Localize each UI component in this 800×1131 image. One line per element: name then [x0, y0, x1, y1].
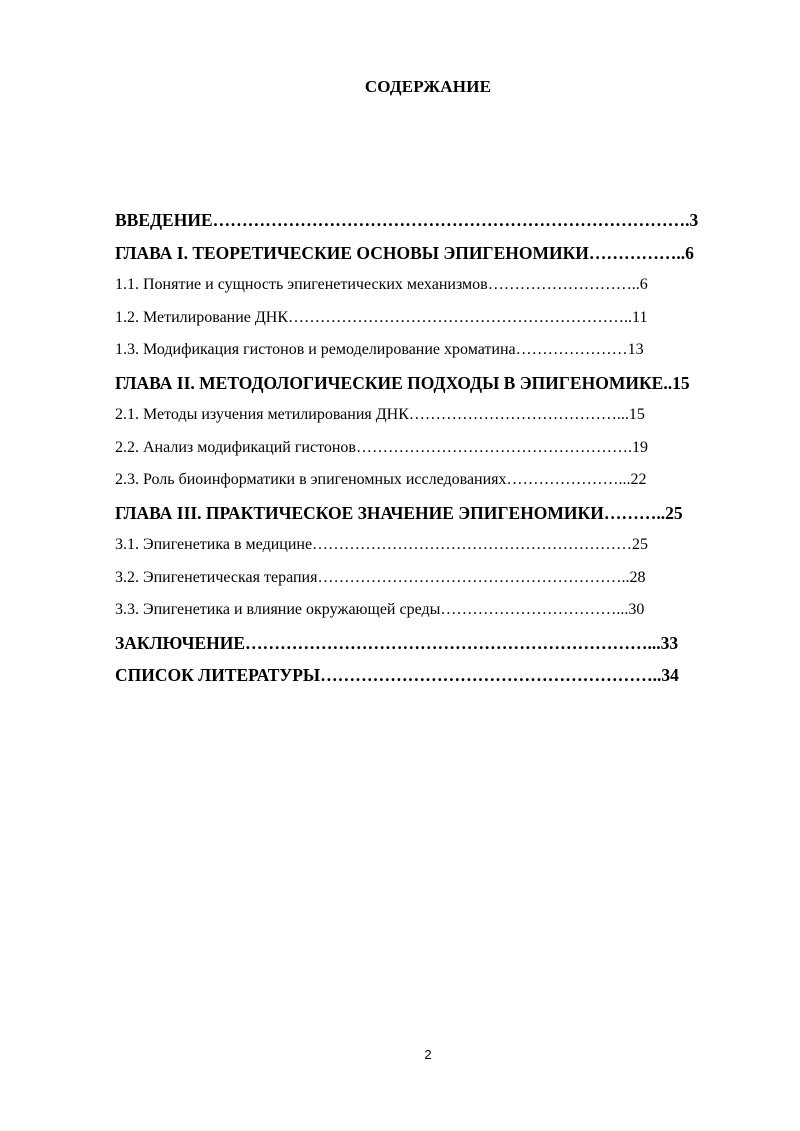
toc-entry-section-2-3: 2.3. Роль биоинформатики в эпигеномных исследованиях…………………...22	[115, 471, 647, 488]
toc-entry-section-3-2: 3.2. Эпигенетическая терапия…………………………………………………..28	[115, 568, 646, 586]
toc-entry-chapter-1: ГЛАВА I. ТЕОРЕТИЧЕСКИЕ ОСНОВЫ ЭПИГЕНОМИКИ……………..6	[115, 242, 694, 263]
toc-entry-introduction: ВВЕДЕНИЕ……………………………………………………………………….3	[115, 210, 699, 230]
page-number: 2	[424, 1047, 432, 1062]
toc-entry-section-2-1: 2.1. Методы изучения метилирования ДНК…………………………………...15	[115, 406, 645, 423]
toc-entry-references: СПИСОК ЛИТЕРАТУРЫ…………………………………………………..34	[115, 665, 679, 685]
toc-entry-section-2-2: 2.2. Анализ модификаций гистонов…………………………………………….19	[115, 438, 648, 456]
toc-entry-section-3-1: 3.1. Эпигенетика в медицине……………………………………………………25	[115, 536, 649, 553]
table-of-contents	[115, 204, 745, 692]
page-title: СОДЕРЖАНИЕ	[364, 77, 492, 96]
toc-entry-section-1-2: 1.2. Метилирование ДНК………………………………………………………..11	[115, 308, 648, 326]
toc-entry-section-3-3: 3.3. Эпигенетика и влияние окружающей среды……………………………...30	[115, 601, 645, 618]
toc-entry-chapter-3: ГЛАВА III. ПРАКТИЧЕСКОЕ ЗНАЧЕНИЕ ЭПИГЕНОМИКИ………..25	[115, 502, 683, 523]
toc-entry-section-1-3: 1.3. Модификация гистонов и ремоделирование хроматина…………………13	[115, 341, 644, 358]
toc-entry-conclusion: ЗАКЛЮЧЕНИЕ……………………………………………………………...33	[115, 632, 679, 653]
toc-entry-chapter-2: ГЛАВА II. МЕТОДОЛОГИЧЕСКИЕ ПОДХОДЫ В ЭПИГЕНОМИКЕ..15	[115, 372, 690, 393]
toc-entry-section-1-1: 1.1. Понятие и сущность эпигенетических механизмов………………………..6	[115, 276, 648, 293]
